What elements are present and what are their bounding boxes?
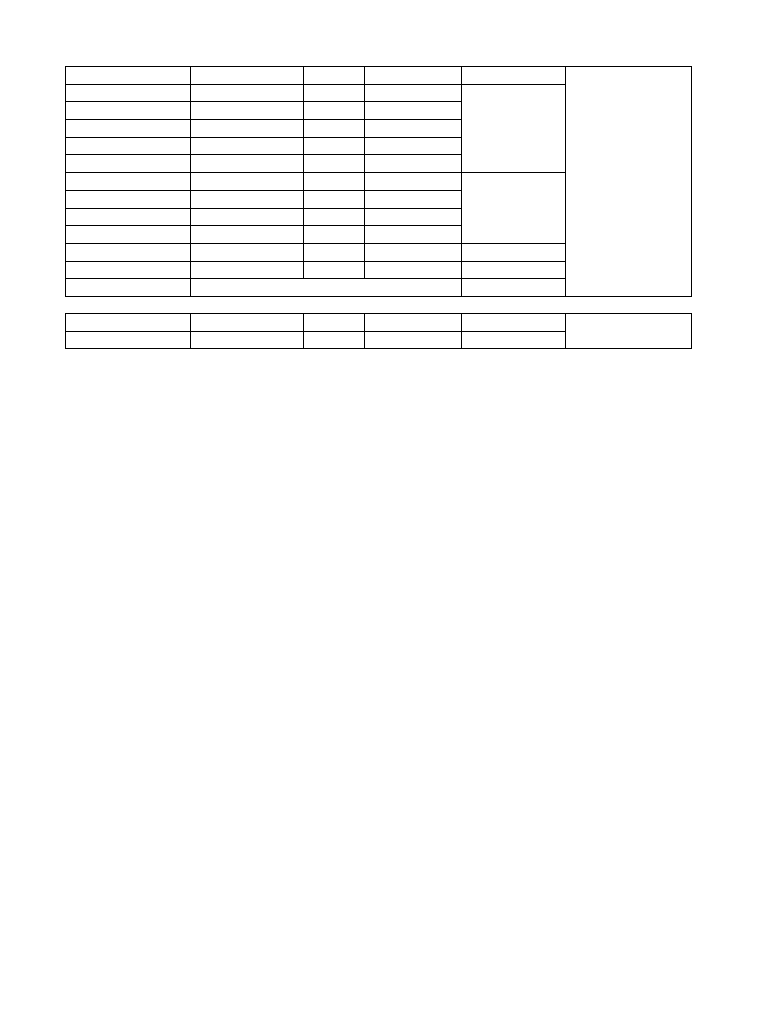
- category-label: [462, 173, 566, 244]
- header-nama-buku: [66, 67, 191, 85]
- quantity: [304, 190, 365, 208]
- unit-price: [191, 173, 304, 191]
- grand-total-label: [66, 279, 191, 297]
- header-total: [365, 314, 462, 332]
- header-jumlah: [304, 67, 365, 85]
- blank-cell: [304, 155, 365, 173]
- table-header-row: [66, 314, 692, 332]
- book-table-kelas-1: [65, 66, 692, 297]
- quantity: [304, 226, 365, 244]
- unit-price: [191, 137, 304, 155]
- blank-cell: [66, 155, 191, 173]
- category-label: [462, 84, 566, 172]
- book-table-kelas-4: [65, 313, 692, 349]
- book-name: [66, 137, 191, 155]
- header-blank: [462, 314, 566, 332]
- book-name: [66, 331, 191, 349]
- quantity: [304, 331, 365, 349]
- unit-price: [191, 84, 304, 102]
- blank-cell: [462, 261, 566, 279]
- line-total: [365, 208, 462, 226]
- kelas-label: [566, 67, 692, 297]
- kelas-label: [566, 314, 692, 349]
- unit-price: [191, 208, 304, 226]
- book-name: [66, 102, 191, 120]
- blank-cell: [462, 279, 566, 297]
- blank-cell: [365, 261, 462, 279]
- blank-cell: [191, 261, 304, 279]
- line-total: [365, 190, 462, 208]
- quantity: [304, 173, 365, 191]
- unit-price: [191, 102, 304, 120]
- blank-cell: [462, 243, 566, 261]
- book-name: [66, 208, 191, 226]
- book-name: [66, 190, 191, 208]
- unit-price: [191, 190, 304, 208]
- grand-total-value: [304, 279, 462, 297]
- book-name: [66, 84, 191, 102]
- category-label: [462, 331, 566, 349]
- header-total: [365, 67, 462, 85]
- table-header-row: [66, 67, 692, 85]
- header-harga-satuan: [191, 314, 304, 332]
- grand-total-currency: [191, 279, 304, 297]
- quantity: [304, 137, 365, 155]
- line-total: [365, 137, 462, 155]
- quantity: [304, 208, 365, 226]
- line-total: [365, 173, 462, 191]
- blank-cell: [66, 243, 191, 261]
- line-total: [365, 226, 462, 244]
- line-total: [365, 331, 462, 349]
- subtotal-label: [191, 155, 304, 173]
- book-name: [66, 120, 191, 138]
- book-name: [66, 173, 191, 191]
- book-name: [66, 226, 191, 244]
- header-harga-satuan: [191, 67, 304, 85]
- line-total: [365, 120, 462, 138]
- quantity: [304, 120, 365, 138]
- header-blank: [462, 67, 566, 85]
- unit-price: [191, 226, 304, 244]
- blank-cell: [304, 243, 365, 261]
- line-total: [365, 84, 462, 102]
- subtotal-amount: [365, 243, 462, 261]
- line-total: [365, 102, 462, 120]
- unit-price: [191, 331, 304, 349]
- header-jumlah: [304, 314, 365, 332]
- blank-cell: [66, 261, 191, 279]
- unit-price: [191, 120, 304, 138]
- quantity: [304, 102, 365, 120]
- subtotal-amount: [365, 155, 462, 173]
- subtotal-label: [191, 243, 304, 261]
- header-nama-buku: [66, 314, 191, 332]
- quantity: [304, 84, 365, 102]
- blank-cell: [304, 261, 365, 279]
